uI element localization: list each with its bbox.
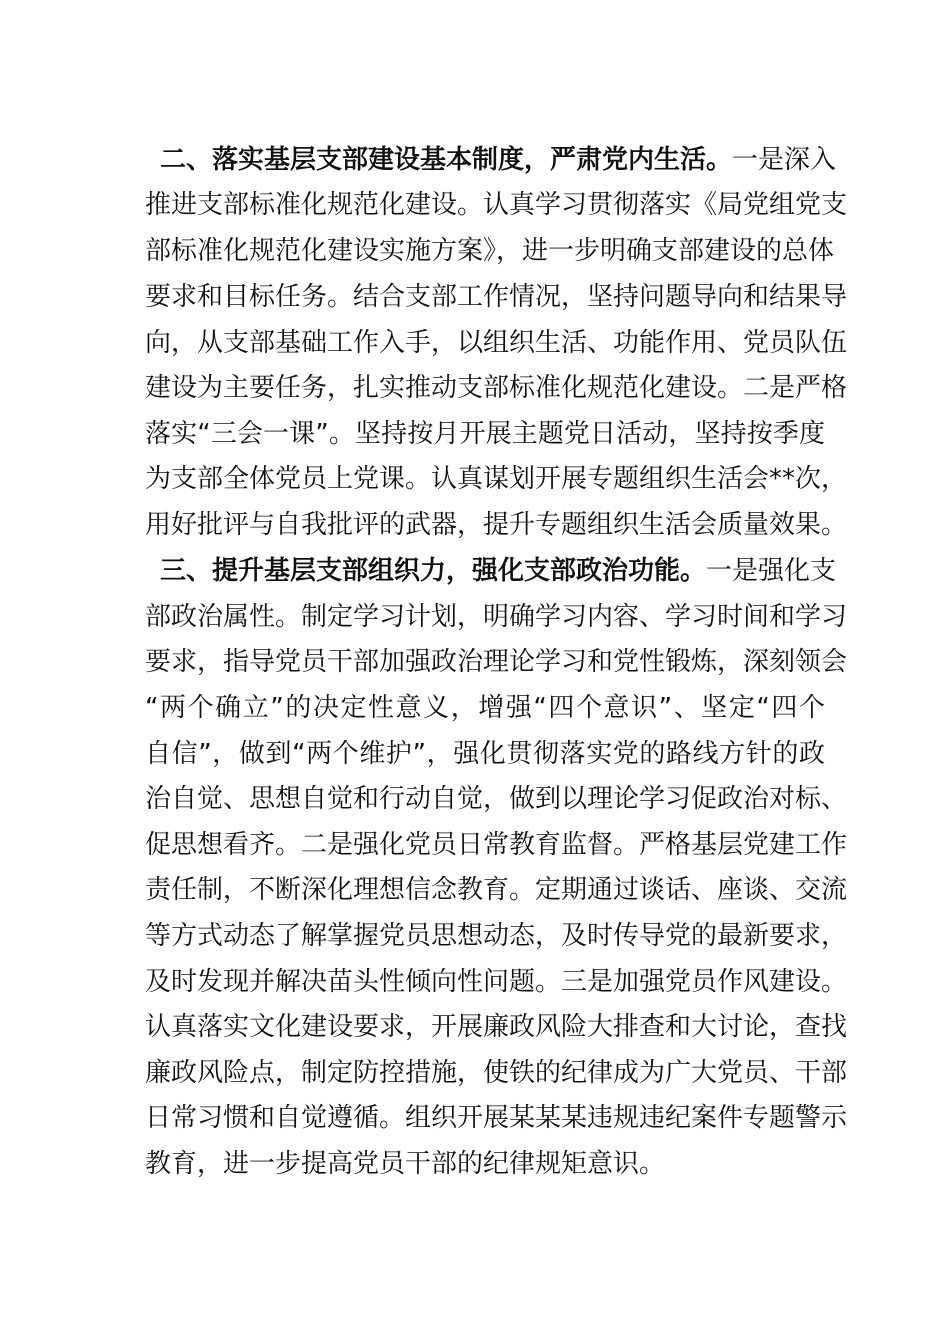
paragraph-line: 为支部全体党员上党课。认真谋划开展专题组织生活会**次， (145, 464, 848, 494)
paragraph-line (160, 138, 837, 182)
paragraph-line: 要求，指导党员干部加强政治理论学习和党性锻炼，深刻领会 (145, 647, 848, 677)
paragraph-line: “两个确立”的决定性意义，增强“四个意识”、坚定“四个 (145, 693, 825, 723)
paragraph-line: 责任制，不断深化理想信念教育。定期通过谈话、座谈、交流 (145, 875, 848, 905)
paragraph-line: 教育，进一步提高党员干部的纪律规矩意识。 (145, 1149, 666, 1179)
paragraph-line: 用好批评与自我批评的武器，提升专题组织生活会质量效果。 (145, 510, 848, 540)
paragraph-line (160, 549, 837, 593)
paragraph-line: 建设为主要任务，扎实推动支部标准化规范化建设。二是严格 (145, 373, 848, 403)
paragraph-text: 一是深入 (732, 145, 837, 175)
paragraph-line: 推进支部标准化规范化建设。认真学习贯彻落实《局党组党支 (145, 190, 848, 220)
paragraph-line: 部政治属性。制定学习计划，明确学习内容、学习时间和学习 (145, 602, 848, 632)
paragraph-line: 促思想看齐。二是强化党员日常教育监督。严格基层党建工作 (145, 830, 848, 860)
paragraph-line: 落实“三会一课”。坚持按月开展主题党日活动，坚持按季度 (145, 419, 825, 449)
section-heading: 二、落实基层支部建设基本制度，严肃党内生活。 (160, 145, 733, 175)
paragraph-text: 一是强化支 (706, 556, 837, 586)
paragraph-line: 自信”，做到“两个维护”，强化贯彻落实党的路线方针的政 (145, 739, 825, 769)
paragraph-line: 等方式动态了解掌握党员思想动态，及时传导党的最新要求， (145, 921, 848, 951)
paragraph-line: 日常习惯和自觉遵循。组织开展某某某违规违纪案件专题警示 (145, 1103, 848, 1133)
paragraph-line: 及时发现并解决苗头性倾向性问题。三是加强党员作风建设。 (145, 967, 848, 997)
paragraph-line: 治自觉、思想自觉和行动自觉，做到以理论学习促政治对标、 (145, 784, 848, 814)
paragraph-line: 廉政风险点，制定防控措施，使铁的纪律成为广大党员、干部 (145, 1058, 848, 1088)
paragraph-line: 要求和目标任务。结合支部工作情况，坚持问题导向和结果导 (145, 282, 848, 312)
paragraph-line: 部标准化规范化建设实施方案》，进一步明确支部建设的总体 (145, 236, 835, 266)
paragraph-line: 向，从支部基础工作入手，以组织生活、功能作用、党员队伍 (145, 328, 848, 358)
paragraph-line: 认真落实文化建设要求，开展廉政风险大排查和大讨论，查找 (145, 1012, 848, 1042)
section-heading: 三、提升基层支部组织力，强化支部政治功能。 (160, 556, 707, 586)
